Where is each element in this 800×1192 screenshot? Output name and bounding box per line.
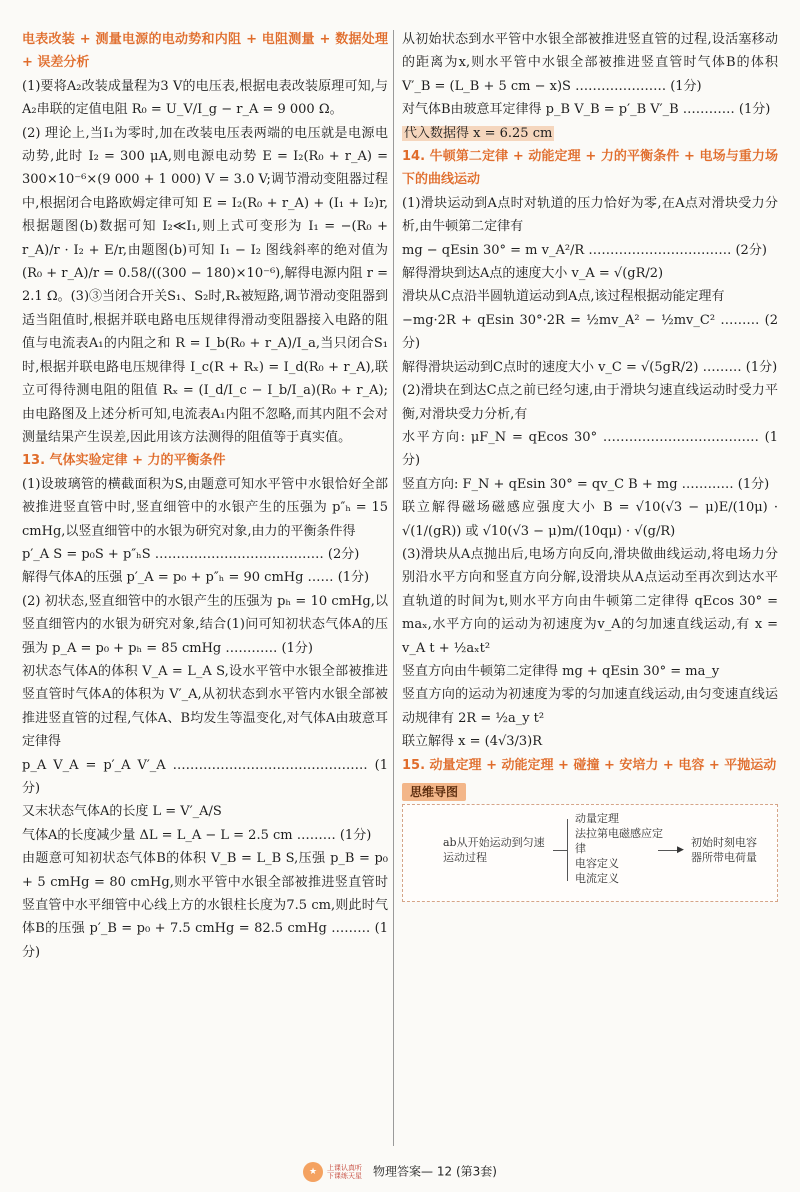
footer-page-label: 物理答案— 12 (第3套) xyxy=(373,1164,497,1179)
q14-vertical-newton: 竖直方向由牛顿第二定律得 mg + qEsin 30° = ma_y xyxy=(402,663,720,679)
brand-logo-icon: ★ xyxy=(303,1162,323,1182)
right-column xyxy=(402,28,778,902)
q14-part2: (2)滑块在到达C点之前已经匀速,由于滑块匀速直线运动时受力平衡,对滑块受力分析,有 xyxy=(402,383,778,422)
q12-part2: (2) 理论上,当I₁为零时,加在改装电压表两端的电压就是电源电动势,此时 I₂ = 300 μA,则电源电动势 E = I₂(R₀ + r_A) = 300×10⁻⁶×(9 000 + 1 000) V = 3.0 V;调节滑动变阻器过程中,根据闭合电路欧姆定律可知 E = I₂(R₀ + r_A) + (I₁ + I₂)r,根据题图(b)数据可知 I₂≪I₁,则上式可变形为 I₁ = −(R₀ + r_A)/r · I₂ + E/r,由题图(b)可知 I₁ − I₂ 图线斜率的绝对值为 (R₀ + r_A)/r = 0.58/((300 − 180)×10⁻⁶),解得电源内阻 r = 2.1 Ω。(3)③当闭合开关S₁、S₂时,Rₓ被短路,调节滑动变阻器到适当阻值时,根据并联电路电压规律得滑动变阻器接入电路的阻值与电流表A₁的内阻之和 R = I_b(R₀ + r_A)/I_a,当只闭合S₁时,根据并联电路电压规律得 I_c(R + Rₓ) = I_d(R₀ + r_A),联立可得待测电阻的阻值 Rₓ = (I_d/I_c − I_b/I_a)(R₀ + r_A);由电路图及上述分析可知,电流表A₁内阻不忽略,而其内阻不会对测量结果产生误差,因此用该方法测得的阻值等于真实值。 xyxy=(22,125,388,445)
q13-answer xyxy=(402,122,778,145)
q13-boyle-b: 对气体B由玻意耳定律得 p_B V_B = p′_B V′_B ………… (1分) xyxy=(402,102,771,118)
q13-part2: (2) 初状态,竖直细管中的水银产生的压强为 pₕ = 10 cmHg,以竖直细管内的水银为研究对象,结合(1)问可知初状态气体A的压强为 p_A = p₀ + pₕ = 85 cmHg ………… (1分) xyxy=(22,593,388,656)
q14-part3: (3)滑块从A点抛出后,电场方向反向,滑块做曲线运动,将电场力分别沿水平方向和竖直方向分解,设滑块从A点运动至再次到达水平直轨道的时间为t,则水平方向由牛顿第二定律得 qEcos 30° = maₓ,水平方向的运动为初速度为v_A的匀加速直线运动,有 x = v_A t + ½aₓt² xyxy=(402,546,778,656)
mindmap xyxy=(402,804,778,902)
q14-answer: 联立解得 x = (4√3/3)R xyxy=(402,734,543,750)
left-column xyxy=(22,28,388,964)
q14-vc: 解得滑块运动到C点时的速度大小 v_C = √(5gR/2) ……… (1分) xyxy=(402,359,778,375)
q14-vertical-motion: 竖直方向的运动为初速度为零的匀加速直线运动,由匀变速直线运动规律有 2R = ½a_y t² xyxy=(402,687,778,726)
q13-cont: 从初始状态到水平管中水银全部被推进竖直管的过程,设活塞移动的距离为x,则水平管中水银全部被推进竖直管时气体B的体积 V′_B = (L_B + 5 cm − x)S ………………… (1分) xyxy=(402,32,778,94)
mindmap-middle-1: 法拉第电磁感应定律 xyxy=(575,827,663,856)
q13-delta: 气体A的长度减少量 ΔL = L_A − L = 2.5 cm ……… (1分) xyxy=(22,827,372,843)
q14-b-field: 联立解得磁场磁感应强度大小 B = √10(√3 − μ)E/(10μ) · √(1/(gR)) 或 √10(√3 − μ)m/(10qμ) · √(g/R) xyxy=(402,500,778,539)
mindmap-middle-2: 电容定义 xyxy=(575,857,619,871)
q14-topic: 14. 牛顿第二定律 + 动能定理 + 力的平衡条件 + 电场与重力场下的曲线运动 xyxy=(402,149,778,188)
q13-part1: (1)设玻璃管的横截面积为S,由题意可知水平管中水银恰好全部被推进竖直管中时,竖直细管中的水银产生的压强为 p″ₕ = 15 cmHg,以竖直细管中的水银为研究对象,由力的平衡条件得 xyxy=(22,476,388,539)
mindmap-middle-0: 动量定理 xyxy=(575,812,619,826)
q15-topic: 15. 动量定理 + 动能定理 + 碰撞 + 安培力 + 电容 + 平抛运动 xyxy=(402,757,777,773)
q14-horizontal: 水平方向: μF_N = qEcos 30° ……………………………… (1分) xyxy=(402,429,778,469)
footer-slogan: 上课认真听 下课练天星 xyxy=(327,1164,363,1180)
mindmap-title: 思维导图 xyxy=(402,783,466,801)
mindmap-left-node: ab从开始运动到匀速运动过程 xyxy=(443,836,545,865)
column-divider xyxy=(393,30,394,1146)
q14-va: 解得滑块到达A点的速度大小 v_A = √(gR/2) xyxy=(402,266,664,282)
q14-c-to-a: 滑块从C点沿半圆轨道运动到A点,该过程根据动能定理有 xyxy=(402,289,725,305)
page-footer xyxy=(0,1162,800,1182)
q13-length: 又末状态气体A的长度 L = V′_A/S xyxy=(22,804,222,820)
q13-eq1: p′_A S = p₀S + p″ₕS ………………………………… (2分) xyxy=(22,546,360,562)
q14-eq2: −mg·2R + qEsin 30°·2R = ½mv_A² − ½mv_C² ……… (2分) xyxy=(402,312,778,352)
arrow-right-icon: ▶ xyxy=(677,845,684,856)
mindmap-bracket xyxy=(567,819,568,881)
q13-answer-highlight: 代入数据得 x = 6.25 cm xyxy=(404,125,553,141)
q14-vertical: 竖直方向: F_N + qEsin 30° = qv_C B + mg ………… (1分) xyxy=(402,476,770,492)
q13-volume: 初状态气体A的体积 V_A = L_A S,设水平管中水银全部被推进竖直管时气体A的体积为 V′_A,从初状态到水平管内水银全部被推进竖直管的过程,气体A、B均发生等温变化,对气体A由玻意耳定律得 xyxy=(22,663,388,750)
q12-topic xyxy=(22,28,388,75)
mindmap-right-node: 初始时刻电容器所带电荷量 xyxy=(691,836,757,865)
mindmap-connector-left xyxy=(553,850,567,851)
q12-part1: (1)要将A₂改装成量程为3 V的电压表,根据电表改装原理可知,与A₂串联的定值电阻 R₀ = U_V/I_g − r_A = 9 000 Ω。 xyxy=(22,78,388,118)
q12-topic-tag: 电表改装 + 测量电源的电动势和内阻 + 电阻测量 + 数据处理 + 误差分析 xyxy=(22,32,388,71)
q13-eq2: p_A V_A = p′_A V′_A ……………………………………… (1分) xyxy=(22,757,388,796)
q13-gas-b: 由题意可知初状态气体B的体积 V_B = L_B S,压强 p_B = p₀ + 5 cmHg = 80 cmHg,则水平管中水银全部被推进竖直管时竖直管中水平细管中心线上方的水银柱长度为7.5 cm,则此时气体B的压强 p′_B = p₀ + 7.5 cmHg = 82.5 cmHg ……… (1分) xyxy=(22,851,388,960)
q13-result1: 解得气体A的压强 p′_A = p₀ + p″ₕ = 90 cmHg …… (1分) xyxy=(22,570,370,586)
q14-part1: (1)滑块运动到A点时对轨道的压力恰好为零,在A点对滑块受力分析,由牛顿第二定律有 xyxy=(402,195,778,235)
mindmap-middle-3: 电流定义 xyxy=(575,872,619,886)
q13-topic: 13. 气体实验定律 + 力的平衡条件 xyxy=(22,453,226,469)
q14-eq1: mg − qEsin 30° = m v_A²/R …………………………… (2分) xyxy=(402,242,767,258)
